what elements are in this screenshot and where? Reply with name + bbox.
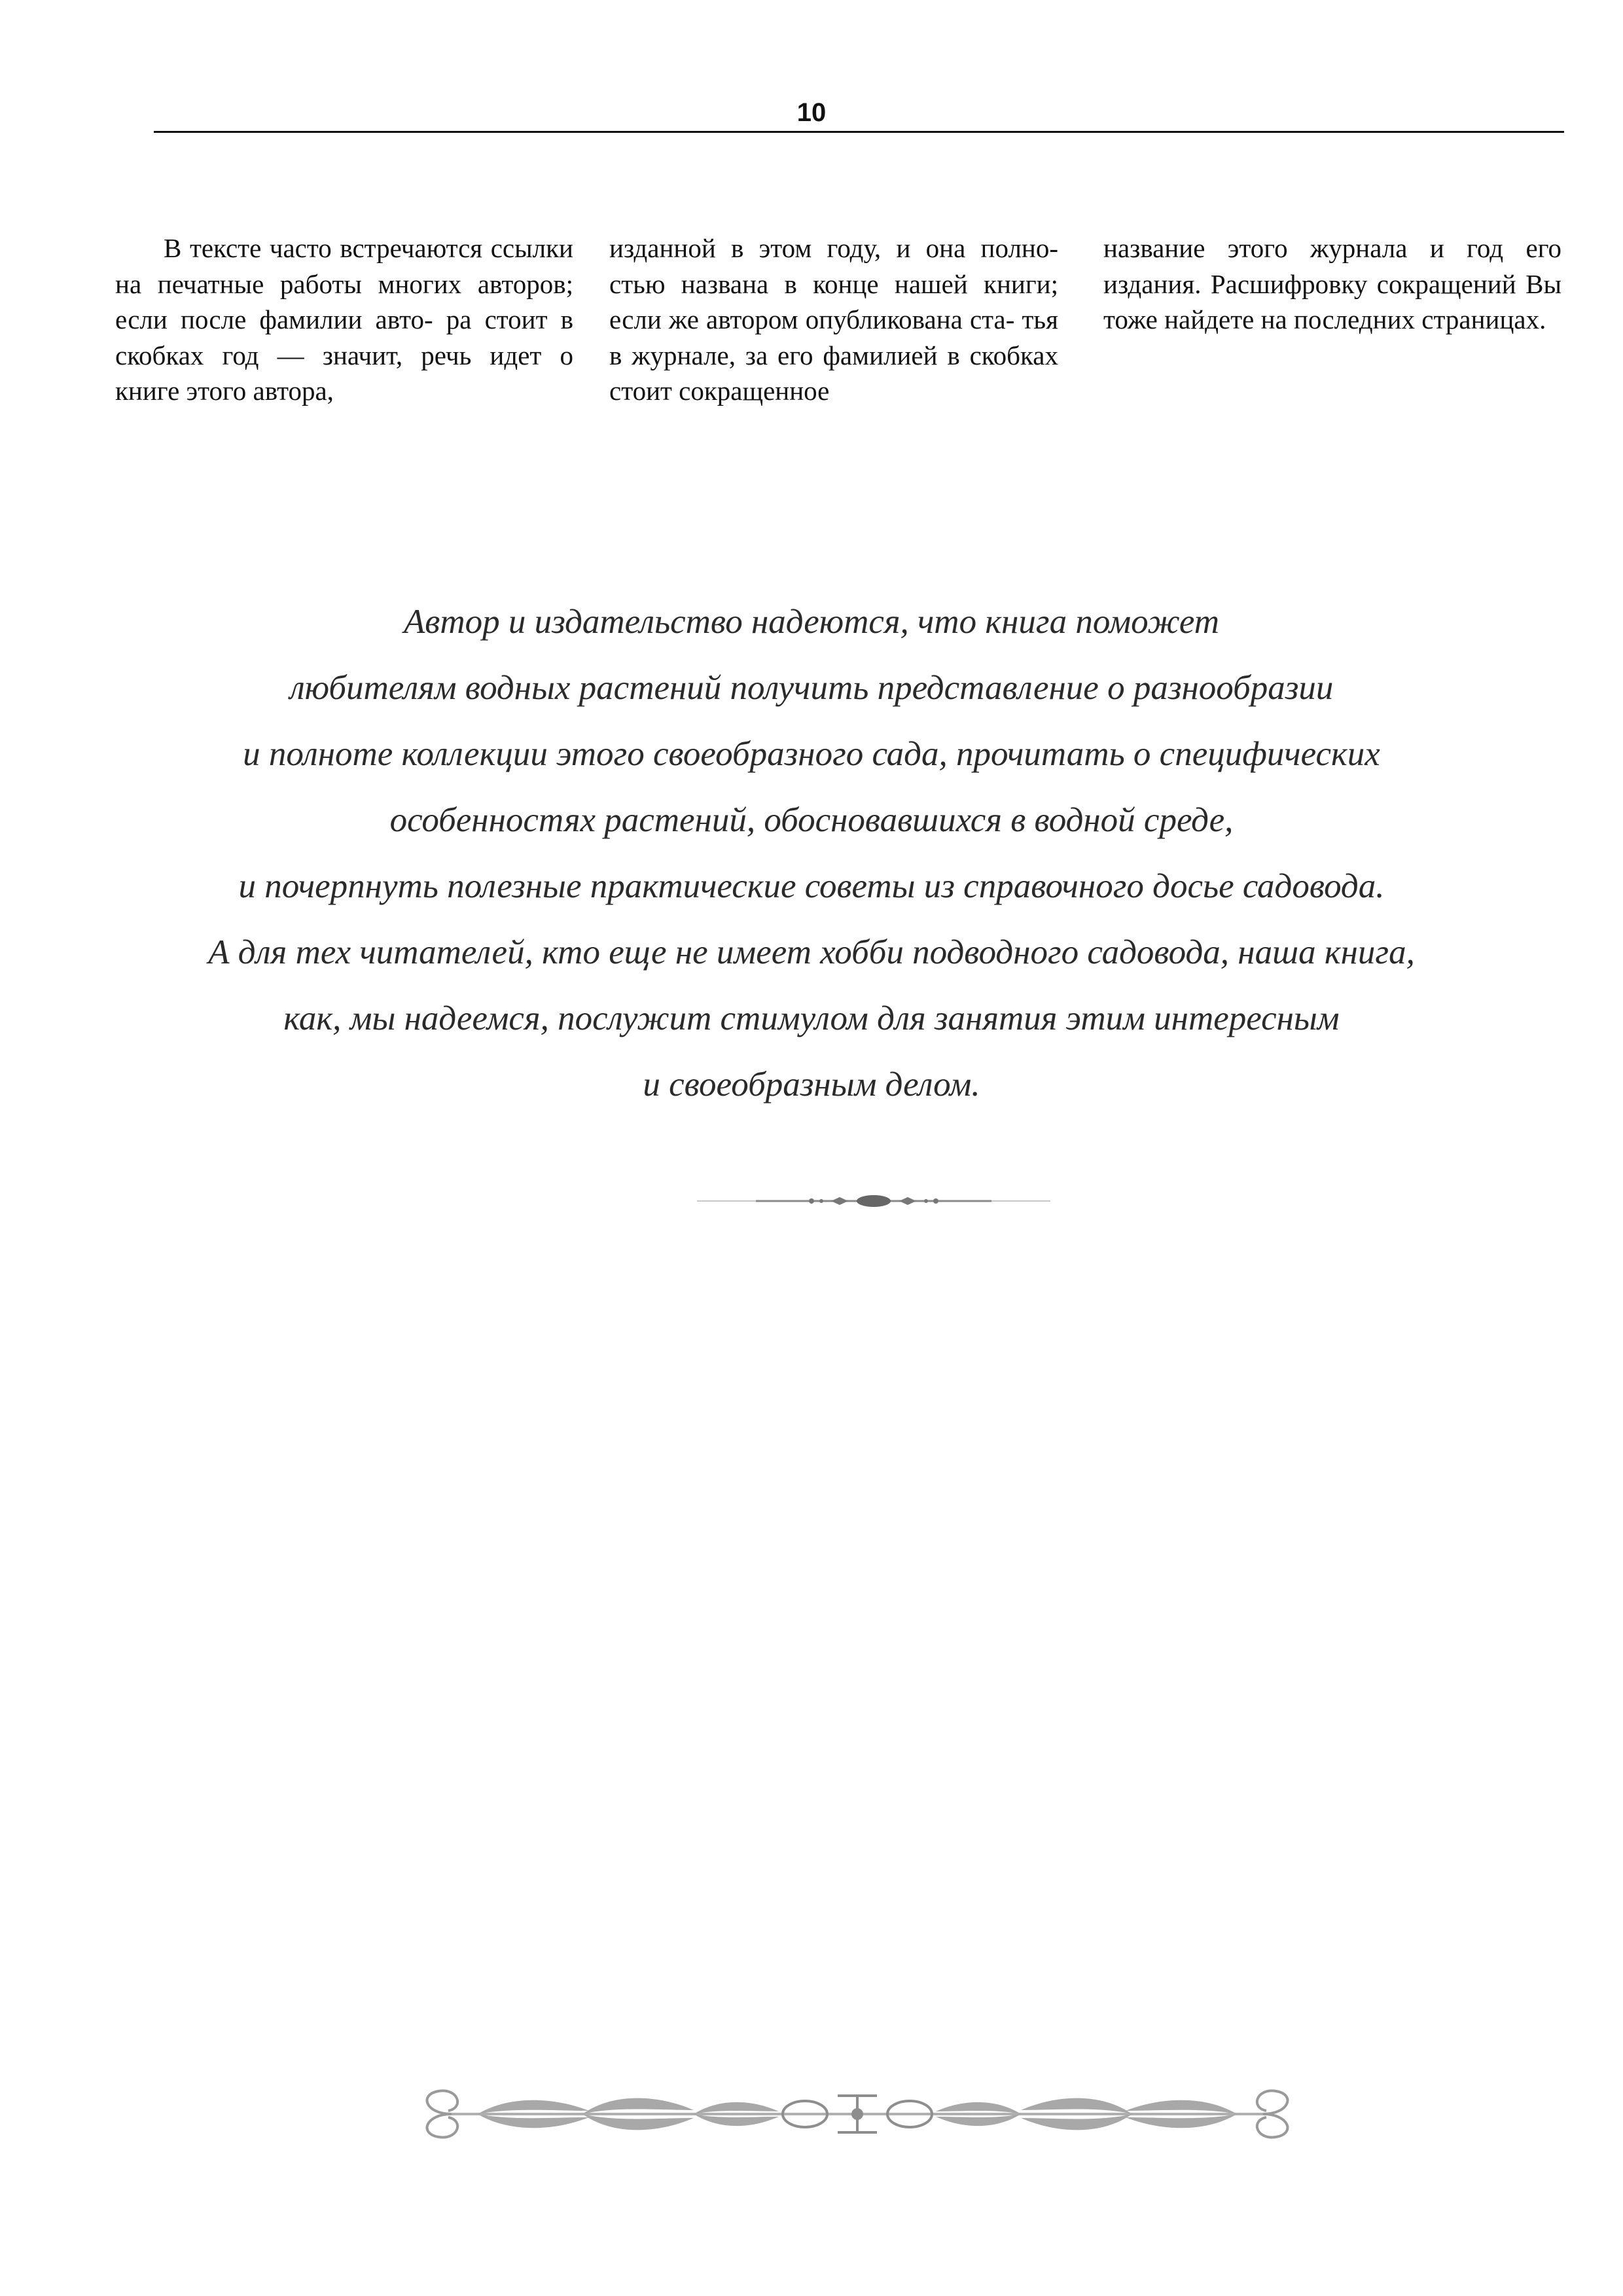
foreword-line: и своеобразным делом.: [643, 1066, 980, 1103]
foreword-line: особенностях растений, обосновавшихся в водной среде,: [389, 801, 1234, 839]
column-paragraph: [115, 230, 573, 409]
text-line: речь идет о книге этого автора,: [115, 340, 573, 406]
text-line: название этого журнала и год его: [1103, 233, 1561, 263]
text-line: страницах.: [1421, 304, 1546, 334]
page-number: 10: [796, 98, 827, 127]
column-paragraph: [1103, 230, 1561, 338]
foreword-line: как, мы надеемся, послужит стимулом для занятия этим интересным: [283, 999, 1340, 1037]
text-line: авторов; если после фамилии авто-: [115, 268, 574, 334]
foreword-line: Автор и издательство надеются, что книга поможет: [403, 603, 1220, 641]
text-line: Вы тоже найдете на последних: [1103, 268, 1561, 334]
foreword-line: любителям водных растений получить представление о разнообразии: [289, 669, 1334, 707]
floral-vignette-icon: [412, 2081, 1302, 2147]
foreword-line: А для тех читателей, кто еще не имеет хобби подводного садовода, наша книга,: [208, 933, 1415, 971]
text-line: изданной в этом году, и она полно-: [609, 233, 1058, 263]
text-column-1: [115, 230, 573, 409]
text-line: стью названа в конце нашей книги;: [609, 268, 1058, 299]
header-rule: [154, 131, 1564, 133]
text-column-2: [609, 230, 1058, 409]
text-line: ра стоит в скобках год — значит,: [115, 304, 573, 370]
column-paragraph: [609, 230, 1058, 409]
foreword-line: и полноте коллекции этого своеобразного сада, прочитать о специфических: [243, 735, 1380, 773]
foreword-line: и почерпнуть полезные практические советы из справочного досье садовода.: [238, 867, 1385, 905]
foreword-block: [157, 589, 1466, 1118]
text-column-3: [1103, 230, 1561, 338]
text-line: тья в журнале, за его фамилией в: [609, 304, 1058, 370]
text-line: В тексте часто встречаются: [164, 233, 483, 263]
text-line: скобках стоит сокращенное: [609, 340, 1058, 406]
text-line: если же автором опубликована ста-: [609, 304, 1015, 334]
divider-ornament-icon: [697, 1188, 1050, 1214]
text-line: издания. Расшифровку сокращений: [1103, 268, 1516, 299]
text-line: ссылки на печатные работы многих: [115, 233, 573, 299]
